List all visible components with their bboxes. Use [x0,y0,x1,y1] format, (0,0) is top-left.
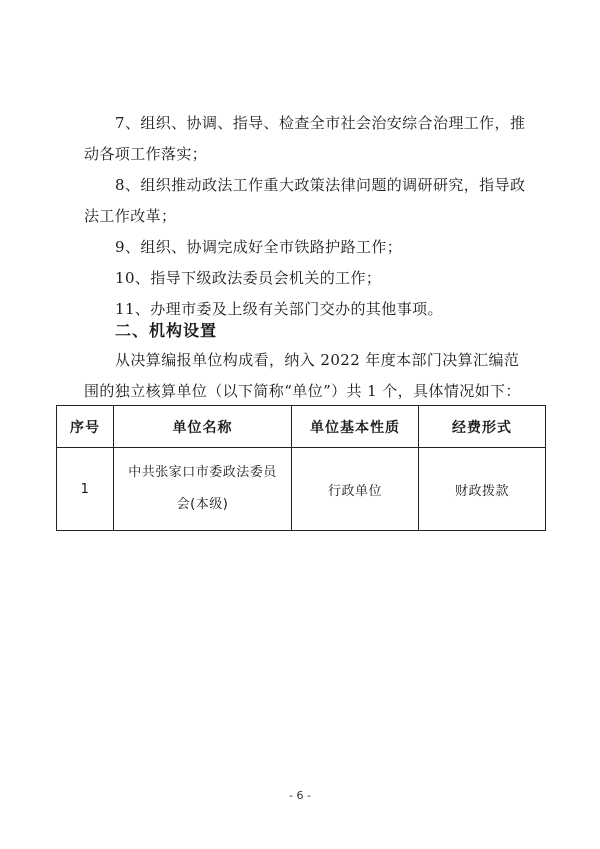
cell-unit-name: 中共张家口市委政法委员会(本级) [114,448,292,531]
header-funding-type: 经费形式 [419,406,546,448]
intro-paragraph: 从决算编报单位构成看，纳入 2022 年度本部门决算汇编范围的独立核算单位（以下简称“单位”）共 1 个，具体情况如下： [84,351,521,400]
header-unit-nature: 单位基本性质 [292,406,419,448]
cell-unit-nature: 行政单位 [292,448,419,531]
paragraph-item-10: 10、指导下级政法委员会机关的工作； [115,269,382,287]
cell-index: 1 [57,448,114,531]
section-heading: 二、机构设置 [115,321,218,340]
cell-funding-type: 财政拨款 [419,448,546,531]
paragraph-item-11: 11、办理市委及上级有关部门交办的其他事项。 [115,300,443,318]
paragraph-item-8: 8、组织推动政法工作重大政策法律问题的调研研究，指导政法工作改革； [84,176,526,225]
unit-table [56,405,546,531]
header-index: 序号 [57,406,114,448]
page-number: - 6 - [289,789,311,802]
paragraph-item-9: 9、组织、协调完成好全市铁路护路工作； [115,238,403,256]
paragraph-item-7: 7、组织、协调、指导、检查全市社会治安综合治理工作，推动各项工作落实； [84,114,526,163]
header-unit-name: 单位名称 [114,406,292,448]
table-header-row [57,406,546,448]
table-row [57,448,546,531]
